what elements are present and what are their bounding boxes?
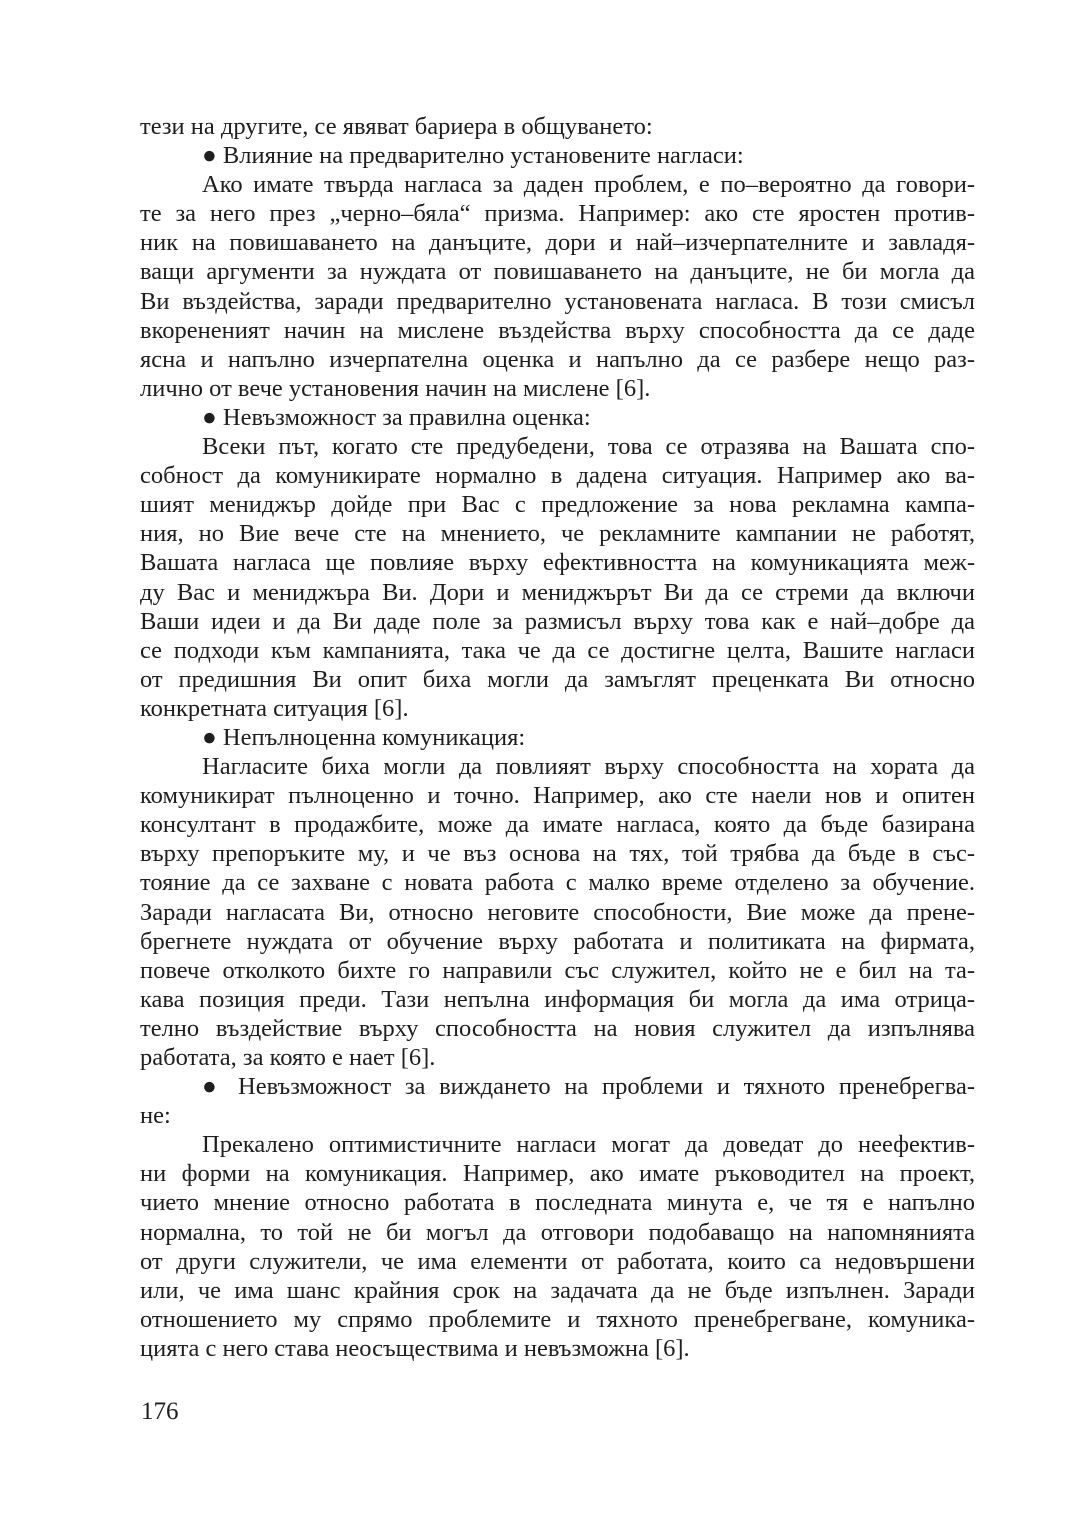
text-line: комуникират пълноценно и точно. Например, ако сте наели нов и опитен <box>140 782 975 810</box>
text-line: ● Непълноценна комуникация: <box>202 723 526 751</box>
text-line: върху препоръките му, и че въз основа на тях, той трябва да бъде в със- <box>140 840 975 868</box>
text-line: цията с него става неосъществима и невъзможна [6]. <box>140 1334 690 1362</box>
text-line: нормална, то той не би могъл да отговори подобаващо на напомнянията <box>140 1218 975 1246</box>
text-line: Заради нагласата Ви, относно неговите способности, Вие може да прене- <box>140 898 975 926</box>
text-line: ващи аргументи за нуждата от повишаването на данъците, не би могла да <box>140 258 975 286</box>
text-line: Прекалено оптимистичните нагласи могат да доведат до неефектив- <box>202 1131 975 1159</box>
page-body <box>140 112 975 1363</box>
paragraph <box>140 112 975 141</box>
text-line: консултант в продажбите, може да имате нагласа, която да бъде базирана <box>140 811 975 839</box>
bullet-heading <box>140 403 975 432</box>
paragraph <box>140 170 975 403</box>
text-line: ния, но Вие вече сте на мнението, че рекламните кампании не работят, <box>140 520 975 548</box>
text-line: от предишния Ви опит биха могли да замъглят преценката Ви относно <box>140 665 975 693</box>
text-line: ник на повишаването на данъците, дори и най–изчерпателните и завладя- <box>140 229 975 257</box>
text-line: тояние да се захване с новата работа с малко време отделено за обучение. <box>140 869 975 897</box>
paragraph <box>140 752 975 1072</box>
text-line: телно въздействие върху способността на новия служител да изпълнява <box>140 1014 975 1042</box>
text-line: ● Невъзможност за виждането на проблеми и тяхното пренебрегва- <box>202 1073 975 1101</box>
text-line: Ако имате твърда нагласа за даден проблем, е по–вероятно да говори- <box>202 171 975 199</box>
text-line: Всеки път, когато сте предубедени, това се отразява на Вашата спо- <box>202 433 975 461</box>
text-line: Вашата нагласа ще повлияе върху ефективността на комуникацията меж- <box>140 549 975 577</box>
bullet-heading <box>140 723 975 752</box>
bullet-heading <box>140 141 975 170</box>
text-line: ● Невъзможност за правилна оценка: <box>202 403 591 431</box>
paragraph <box>140 432 975 723</box>
text-line: ни форми на комуникация. Например, ако имате ръководител на проект, <box>140 1160 975 1188</box>
paragraph <box>140 1130 975 1363</box>
text-line: Ваши идеи и да Ви даде поле за размисъл върху това как е най–добре да <box>140 607 975 635</box>
page-number: 176 <box>141 1398 179 1425</box>
text-line: повече отколкото бихте го направили със служител, който не е бил на та- <box>140 956 975 984</box>
text-line: кава позиция преди. Тази непълна информация би могла да има отрица- <box>140 985 975 1013</box>
bullet-heading <box>140 1072 975 1130</box>
text-line: ● Влияние на предварително установените нагласи: <box>202 142 744 170</box>
text-line: лично от вече установения начин на мислене [6]. <box>140 374 651 402</box>
text-line: или, че има шанс крайния срок на задачата да не бъде изпълнен. Заради <box>140 1276 975 1304</box>
text-line: конкретната ситуация [6]. <box>140 694 409 722</box>
text-line: Ви въздейства, заради предварително установената нагласа. В този смисъл <box>140 287 975 315</box>
text-line: не: <box>140 1102 171 1130</box>
text-line: Нагласите биха могли да повлияят върху способността на хората да <box>202 753 975 781</box>
text-line: чието мнение относно работата в последната минута е, че тя е напълно <box>140 1189 975 1217</box>
text-line: собност да комуникирате нормално в дадена ситуация. Например ако ва- <box>140 462 975 490</box>
text-line: ясна и напълно изчерпателна оценка и напълно да се разбере нещо раз- <box>140 345 975 373</box>
text-line: се подходи към кампанията, така че да се достигне целта, Вашите нагласи <box>140 636 975 664</box>
text-line: работата, за която е нает [6]. <box>140 1044 436 1071</box>
text-line: тези на другите, се явяват бариера в общуването: <box>140 113 653 140</box>
text-line: брегнете нуждата от обучение върху работата и политиката на фирмата, <box>140 927 975 955</box>
text-line: отношението му спрямо проблемите и тяхното пренебрегване, комуника- <box>140 1305 975 1333</box>
text-line: шият мениджър дойде при Вас с предложение за нова рекламна кампа- <box>140 491 975 519</box>
text-line: вкорененият начин на мислене въздейства върху способността да се даде <box>140 316 975 344</box>
text-line: ду Вас и мениджъра Ви. Дори и мениджърът Ви да се стреми да включи <box>140 578 975 606</box>
text-line: те за него през „черно–бяла“ призма. Например: ако сте яростен против- <box>140 200 975 228</box>
text-line: от други служители, че има елементи от работата, които са недовършени <box>140 1247 975 1275</box>
